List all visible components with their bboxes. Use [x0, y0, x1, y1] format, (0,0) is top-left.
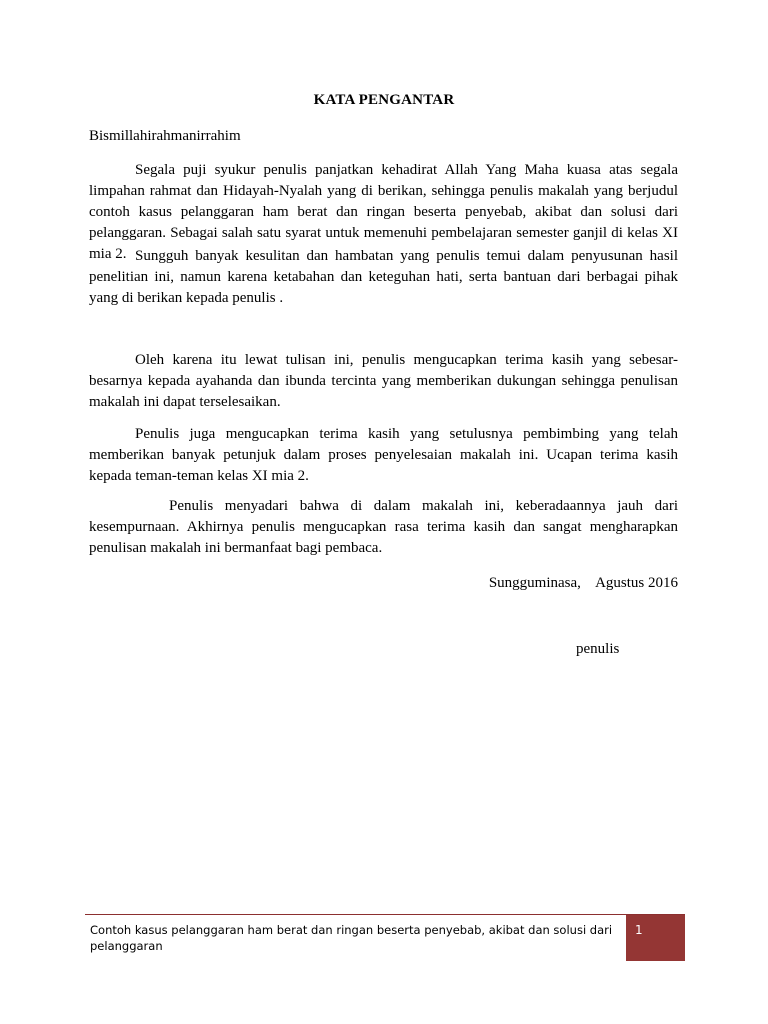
paragraph-1: Segala puji syukur penulis panjatkan kehadirat Allah Yang Maha kuasa atas segala limpahan rahmat dan Hidayah-Nyalah yang di berikan, sehingga penulis makalah yang berjudul contoh kasus pelanggaran ham berat dan ringan beserta penyebab, akibat dan solusi dari pelanggaran. Sebagai salah satu syarat untuk memenuhi pembelajaran semester ganjil di kelas XI mia 2.: [89, 162, 678, 262]
page-footer: [85, 914, 685, 961]
page-number: 1: [635, 923, 643, 937]
paragraph-5: Penulis menyadari bahwa di dalam makalah ini, keberadaannya jauh dari kesempurnaan. Akhirnya penulis mengucapkan rasa terima kasih dan sangat mengharapkan penulisan makalah ini bermanfaat bagi pembaca.: [89, 498, 678, 556]
place-date: Sungguminasa, Agustus 2016: [488, 575, 678, 591]
document-title: KATA PENGANTAR: [313, 92, 455, 108]
paragraph-3: Oleh karena itu lewat tulisan ini, penulis mengucapkan terima kasih yang sebesar-besarnya kepada ayahanda dan ibunda tercinta yang memberikan dukungan sehingga penulisan makalah ini dapat terselesaikan.: [89, 352, 678, 410]
footer-title: Contoh kasus pelanggaran ham berat dan ringan beserta penyebab, akibat dan solusi dari pelanggaran: [90, 923, 613, 953]
paragraph-4: Penulis juga mengucapkan terima kasih yang setulusnya pembimbing yang telah memberikan banyak petunjuk dalam proses penyelesaian makalah ini. Ucapan terima kasih kepada teman-teman kelas XI mia 2.: [89, 426, 678, 484]
greeting-text: Bismillahirahmanirrahim: [89, 128, 241, 144]
page-number-box: [626, 915, 685, 961]
signature-name: penulis: [576, 641, 620, 657]
paragraph-2: Sungguh banyak kesulitan dan hambatan yang penulis temui dalam penyusunan hasil penelitian ini, namun karena ketabahan dan keteguhan hati, serta bantuan dari berbagai pihak yang di berikan kepada penulis .: [89, 248, 678, 306]
